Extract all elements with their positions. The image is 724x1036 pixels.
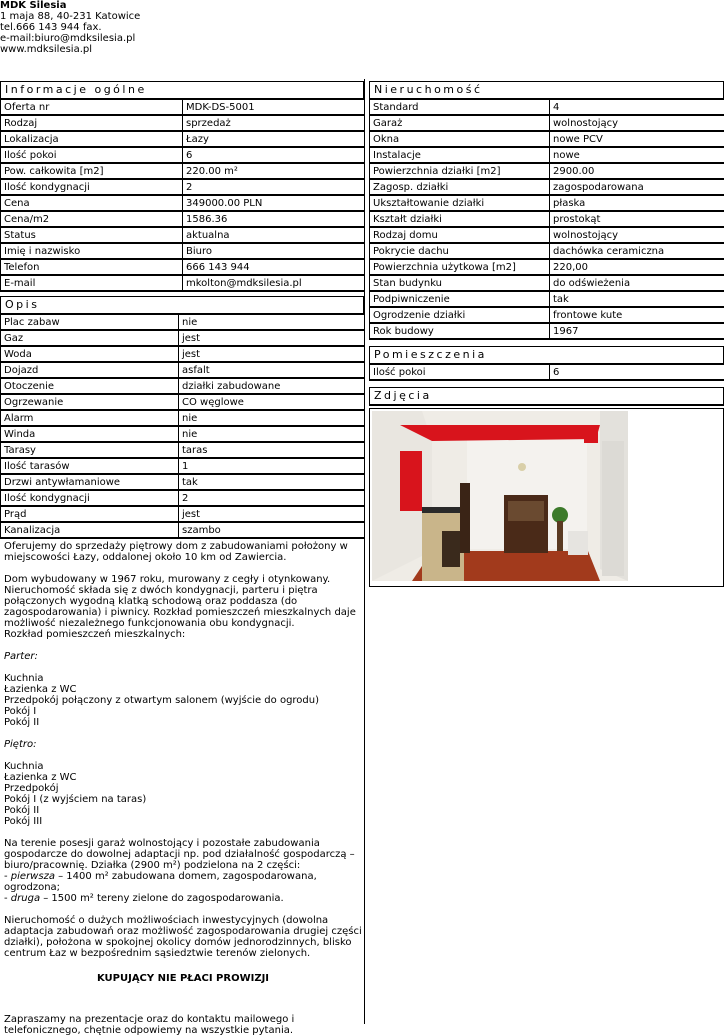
field-value: nowe PCV	[550, 131, 724, 147]
table-row	[1, 227, 365, 243]
field-label: Ilość kondygnacji	[1, 490, 179, 506]
field-value: dachówka ceramiczna	[550, 243, 724, 259]
field-value: 220,00	[550, 259, 724, 275]
table-row	[1, 458, 365, 474]
field-label: Woda	[1, 346, 179, 362]
field-label: Telefon	[1, 259, 183, 275]
field-value: wolnostojący	[550, 227, 724, 243]
table-row	[1, 522, 365, 538]
right-column	[369, 79, 724, 587]
field-label: Kanalizacja	[1, 522, 179, 538]
field-label: Okna	[370, 131, 550, 147]
field-label: Ogrzewanie	[1, 394, 179, 410]
table-row	[1, 243, 365, 259]
desc-plot-part: - pierwsza – 1400 m² zabudowana domem, zagospodarowana, ogrodzona;	[4, 871, 362, 893]
field-value: wolnostojący	[550, 115, 724, 131]
agency-header	[0, 0, 140, 55]
room-item: Pokój I	[4, 706, 362, 717]
desc-plot-part: - druga – 1500 m² tereny zielone do zagospodarowania.	[4, 893, 362, 904]
room-item: Pokój II	[4, 717, 362, 728]
field-value: 1967	[550, 323, 724, 339]
field-label: Tarasy	[1, 442, 179, 458]
field-label: E-mail	[1, 275, 183, 291]
field-label: Stan budynku	[370, 275, 550, 291]
field-label: Garaż	[370, 115, 550, 131]
table-row	[370, 365, 724, 380]
field-value: nie	[179, 410, 365, 426]
section-title-general: Informacje ogólne	[0, 81, 364, 100]
field-value: frontowe kute	[550, 307, 724, 323]
desc-paragraph: Rozkład pomieszczeń mieszkalnych:	[4, 629, 362, 640]
field-value: jest	[179, 346, 365, 362]
property-photo[interactable]	[372, 411, 628, 581]
table-row	[1, 506, 365, 522]
field-label: Powierzchnia działki [m2]	[370, 163, 550, 179]
description-text	[0, 539, 364, 1036]
field-label: Pow. całkowita [m2]	[1, 163, 183, 179]
field-value: prostokąt	[550, 211, 724, 227]
field-label: Ilość tarasów	[1, 458, 179, 474]
field-label: Ukształtowanie działki	[370, 195, 550, 211]
table-row	[1, 315, 365, 330]
table-row	[1, 131, 365, 147]
field-label: Oferta nr	[1, 100, 183, 115]
field-value: 666 143 944	[183, 259, 365, 275]
field-label: Cena/m2	[1, 211, 183, 227]
field-value: 2	[179, 490, 365, 506]
field-value: mkolton@mdksilesia.pl	[183, 275, 365, 291]
field-value: nie	[179, 426, 365, 442]
field-value: 220.00 m²	[183, 163, 365, 179]
section-title-property: Nieruchomość	[369, 81, 724, 100]
table-row	[1, 115, 365, 131]
field-label: Pokrycie dachu	[370, 243, 550, 259]
property-table	[369, 100, 724, 340]
table-row	[1, 259, 365, 275]
table-row	[1, 378, 365, 394]
field-value: płaska	[550, 195, 724, 211]
field-value: aktualna	[183, 227, 365, 243]
desc-room-list	[4, 673, 362, 728]
table-row	[1, 410, 365, 426]
field-value: działki zabudowane	[179, 378, 365, 394]
field-value: jest	[179, 330, 365, 346]
table-row	[1, 394, 365, 410]
field-value: tak	[550, 291, 724, 307]
field-label: Podpiwniczenie	[370, 291, 550, 307]
field-value: asfalt	[179, 362, 365, 378]
field-value: 2900.00	[550, 163, 724, 179]
field-value: sprzedaż	[183, 115, 365, 131]
field-value: jest	[179, 506, 365, 522]
table-row	[370, 211, 724, 227]
table-row	[1, 426, 365, 442]
table-row	[1, 346, 365, 362]
field-value: taras	[179, 442, 365, 458]
table-row	[1, 330, 365, 346]
table-row	[1, 490, 365, 506]
field-label: Ilość pokoi	[370, 365, 550, 380]
agency-name: MDK Silesia	[0, 0, 140, 11]
field-label: Imię i nazwisko	[1, 243, 183, 259]
general-info-table	[0, 100, 364, 292]
section-title-photos: Zdjęcia	[369, 387, 724, 406]
table-row	[370, 291, 724, 307]
field-value: szambo	[179, 522, 365, 538]
room-item: Łazienka z WC	[4, 772, 362, 783]
field-label: Alarm	[1, 410, 179, 426]
no-commission-note: KUPUJĄCY NIE PŁACI PROWIZJI	[4, 973, 362, 984]
table-row	[1, 179, 365, 195]
field-label: Rodzaj domu	[370, 227, 550, 243]
table-row	[370, 179, 724, 195]
field-label: Zagosp. działki	[370, 179, 550, 195]
field-value: do odświeżenia	[550, 275, 724, 291]
section-title-rooms: Pomieszczenia	[369, 346, 724, 365]
table-row	[1, 100, 365, 115]
room-item: Pokój II	[4, 805, 362, 816]
desc-room-list	[4, 761, 362, 827]
field-value: 1586.36	[183, 211, 365, 227]
field-value: 349000.00 PLN	[183, 195, 365, 211]
field-value: zagospodarowana	[550, 179, 724, 195]
agency-phone: tel.666 143 944 fax.	[0, 22, 140, 33]
field-label: Drzwi antywłamaniowe	[1, 474, 179, 490]
table-row	[1, 362, 365, 378]
field-label: Prąd	[1, 506, 179, 522]
room-item: Przedpokój	[4, 783, 362, 794]
field-label: Gaz	[1, 330, 179, 346]
field-value: 4	[550, 100, 724, 115]
field-value: Łazy	[183, 131, 365, 147]
section-title-description: Opis	[0, 296, 364, 315]
field-value: 2	[183, 179, 365, 195]
field-value: nie	[179, 315, 365, 330]
field-label: Ogrodzenie działki	[370, 307, 550, 323]
room-item: Pokój I (z wyjściem na taras)	[4, 794, 362, 805]
table-row	[370, 195, 724, 211]
table-row	[370, 323, 724, 339]
field-label: Status	[1, 227, 183, 243]
field-value: MDK-DS-5001	[183, 100, 365, 115]
room-item: Pokój III	[4, 816, 362, 827]
field-label: Winda	[1, 426, 179, 442]
desc-paragraph: Dom wybudowany w 1967 roku, murowany z cegły i otynkowany. Nieruchomość składa się z dwóch kondygnacji, parteru i piętra połączonych wygodną klatką schodową oraz poddasza (do zagospodarowania) i piwnicy. Rozkład pomieszczeń mieszkalnych daje możliwość niezależnego funkcjonowania obu kondygnacji.	[4, 574, 362, 629]
table-row	[1, 211, 365, 227]
agency-address: 1 maja 88, 40-231 Katowice	[0, 11, 140, 22]
table-row	[1, 195, 365, 211]
table-row	[370, 307, 724, 323]
desc-floor-label: Parter:	[4, 651, 362, 662]
field-label: Ilość kondygnacji	[1, 179, 183, 195]
desc-paragraph: Nieruchomość o dużych możliwościach inwestycyjnych (dowolna adaptacja zabudowań oraz możliwość zagospodarowania drugiej części działki), położona w spokojnej okolicy domów jednorodzinnych, blisko centrum Łaz w bezpośrednim sąsiedztwie terenów zielonych.	[4, 915, 362, 959]
photo-frame	[369, 408, 724, 587]
table-row	[1, 163, 365, 179]
table-row	[1, 442, 365, 458]
field-label: Ilość pokoi	[1, 147, 183, 163]
field-value: 1	[179, 458, 365, 474]
features-table	[0, 315, 364, 539]
room-item: Kuchnia	[4, 673, 362, 684]
desc-paragraph: Zapraszamy na prezentacje oraz do kontaktu mailowego i telefonicznego, chętnie odpowiemy na wszystkie pytania.	[4, 1014, 362, 1036]
desc-floor-label: Piętro:	[4, 739, 362, 750]
rooms-table	[369, 365, 724, 381]
agency-email: e-mail:biuro@mdksilesia.pl	[0, 33, 140, 44]
field-label: Kształt działki	[370, 211, 550, 227]
table-row	[370, 275, 724, 291]
field-label: Powierzchnia użytkowa [m2]	[370, 259, 550, 275]
room-item: Przedpokój połączony z otwartym salonem (wyjście do ogrodu)	[4, 695, 362, 706]
room-item: Kuchnia	[4, 761, 362, 772]
field-label: Otoczenie	[1, 378, 179, 394]
table-row	[370, 147, 724, 163]
field-label: Dojazd	[1, 362, 179, 378]
table-row	[370, 243, 724, 259]
agency-www: www.mdksilesia.pl	[0, 44, 140, 55]
field-label: Rodzaj	[1, 115, 183, 131]
field-label: Cena	[1, 195, 183, 211]
field-label: Plac zabaw	[1, 315, 179, 330]
desc-paragraph: Oferujemy do sprzedaży piętrowy dom z zabudowaniami położony w miejscowości Łazy, oddalonej około 10 km od Zawiercia.	[4, 541, 362, 563]
desc-paragraph: Na terenie posesji garaż wolnostojący i pozostałe zabudowania gospodarcze do dowolnej adaptacji np. pod działalność gospodarczą – biuro/pracownię. Działka (2900 m²) podzielona na 2 części:	[4, 838, 362, 871]
left-column	[0, 79, 365, 1024]
field-value: Biuro	[183, 243, 365, 259]
field-value: 6	[183, 147, 365, 163]
field-value: nowe	[550, 147, 724, 163]
field-label: Lokalizacja	[1, 131, 183, 147]
room-item: Łazienka z WC	[4, 684, 362, 695]
table-row	[370, 259, 724, 275]
table-row	[370, 227, 724, 243]
table-row	[370, 131, 724, 147]
field-value: CO węglowe	[179, 394, 365, 410]
field-value: 6	[550, 365, 724, 380]
field-label: Instalacje	[370, 147, 550, 163]
table-row	[1, 275, 365, 291]
table-row	[370, 163, 724, 179]
table-row	[370, 115, 724, 131]
field-value: tak	[179, 474, 365, 490]
table-row	[1, 474, 365, 490]
table-row	[1, 147, 365, 163]
table-row	[370, 100, 724, 115]
field-label: Rok budowy	[370, 323, 550, 339]
field-label: Standard	[370, 100, 550, 115]
